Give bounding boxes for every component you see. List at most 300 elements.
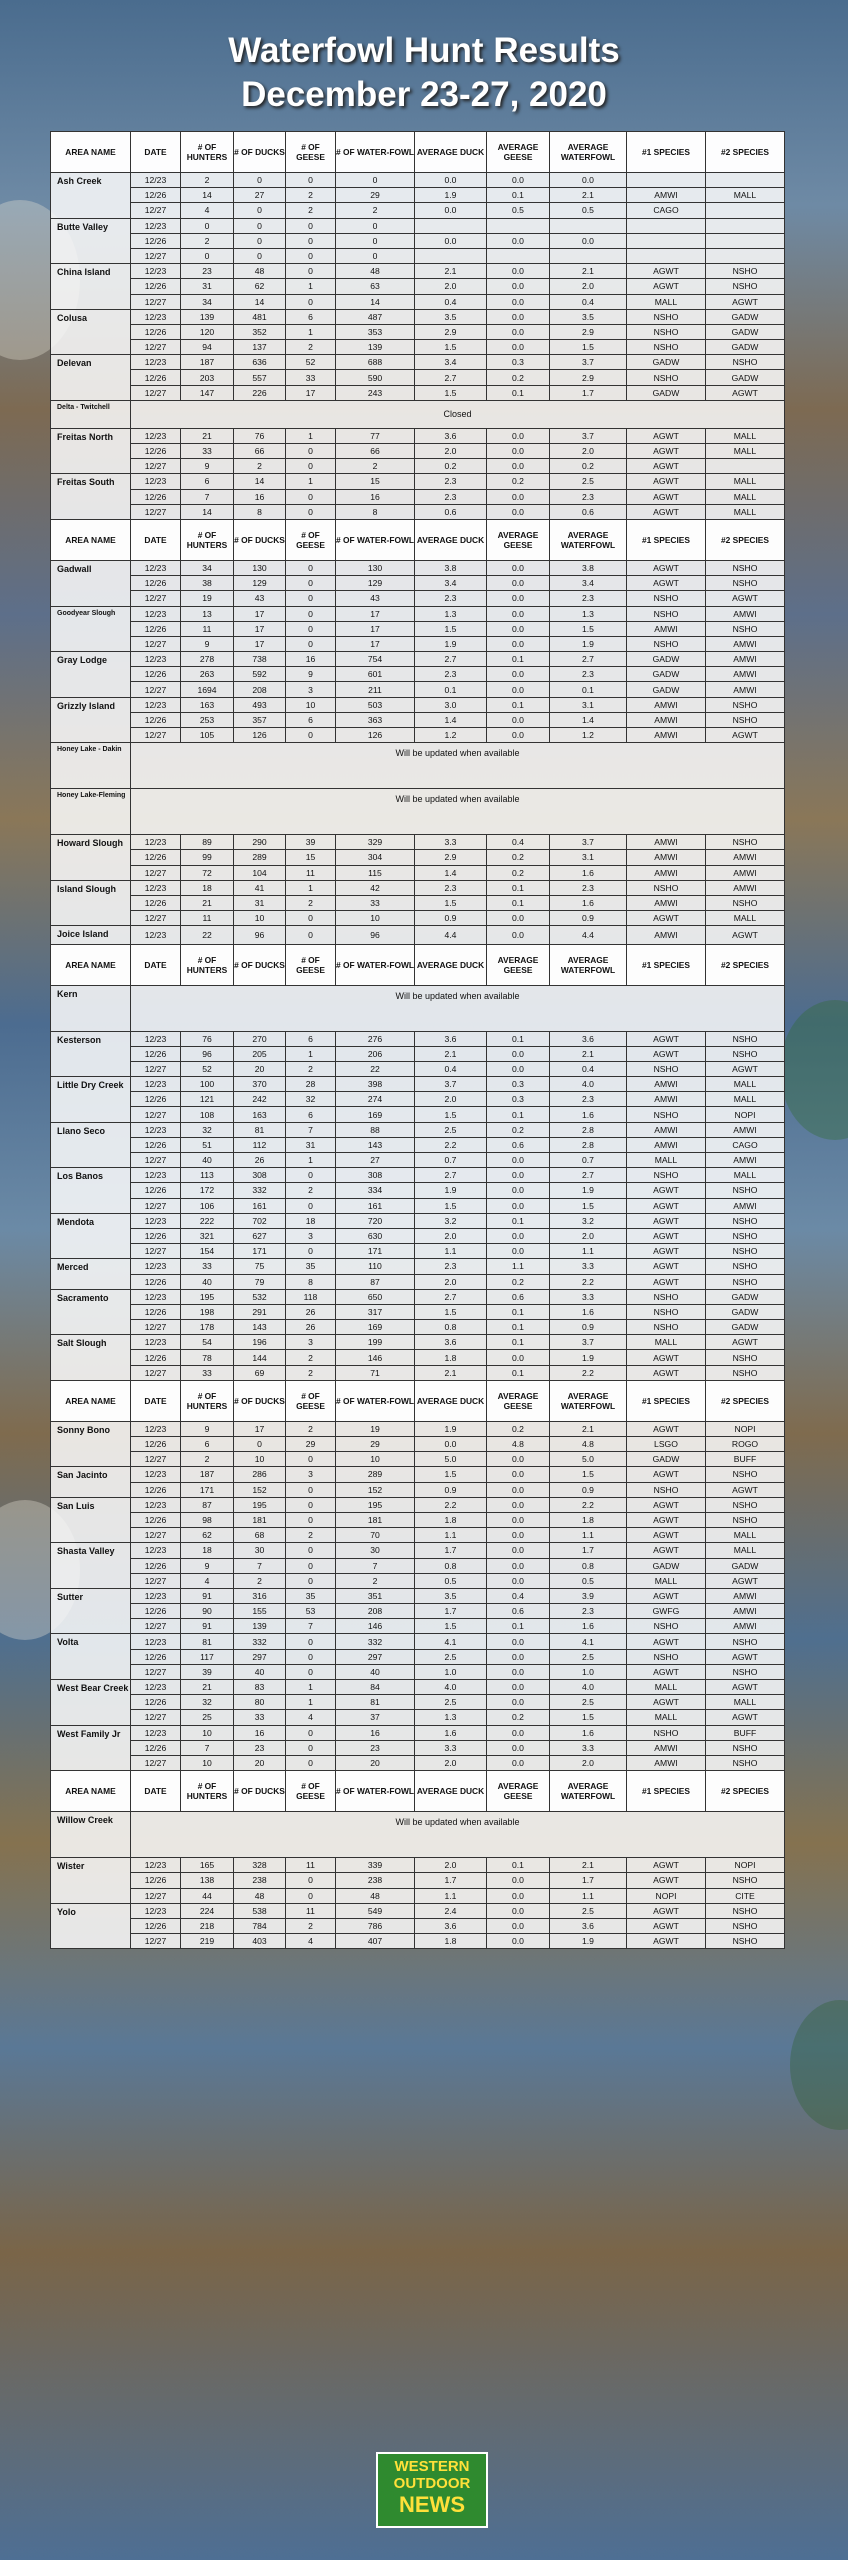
column-header: #2 SPECIES: [706, 944, 785, 985]
table-cell: 0: [336, 173, 415, 188]
table-cell: AGWT: [627, 264, 706, 279]
table-cell: 12/26: [131, 188, 181, 203]
table-cell: AGWT: [627, 1543, 706, 1558]
table-cell: NSHO: [627, 1619, 706, 1634]
table-cell: 243: [336, 385, 415, 400]
table-cell: 0: [286, 264, 336, 279]
table-cell: 12/26: [131, 1228, 181, 1243]
table-cell: 130: [336, 560, 415, 575]
table-cell: 11: [286, 1903, 336, 1918]
table-cell: 2.5: [550, 1695, 627, 1710]
area-name: San Luis: [51, 1497, 131, 1543]
table-cell: 351: [336, 1588, 415, 1603]
table-cell: 0.0: [487, 1573, 550, 1588]
table-cell: AMWI: [627, 1077, 706, 1092]
table-cell: CITE: [706, 1888, 785, 1903]
table-cell: 28: [286, 1077, 336, 1092]
table-cell: 339: [336, 1858, 415, 1873]
table-cell: 1: [286, 474, 336, 489]
table-cell: 2.2: [415, 1497, 487, 1512]
column-header: AVERAGE DUCK: [415, 519, 487, 560]
table-cell: 27: [234, 188, 286, 203]
table-cell: 115: [336, 865, 415, 880]
table-cell: NSHO: [706, 560, 785, 575]
table-cell: 0.0: [487, 324, 550, 339]
table-cell: AGWT: [627, 1421, 706, 1436]
table-cell: 139: [234, 1619, 286, 1634]
table-cell: 3: [286, 682, 336, 697]
table-row: [51, 1421, 785, 1436]
column-header: #1 SPECIES: [627, 519, 706, 560]
table-cell: AGWT: [706, 1061, 785, 1076]
table-cell: 2: [286, 1350, 336, 1365]
column-header: # OF DUCKS: [234, 1771, 286, 1812]
table-cell: 3.0: [415, 697, 487, 712]
table-cell: 0.6: [487, 1604, 550, 1619]
column-header: AVERAGE DUCK: [415, 944, 487, 985]
table-cell: 195: [234, 1497, 286, 1512]
table-cell: 87: [336, 1274, 415, 1289]
table-cell: 2: [336, 203, 415, 218]
table-cell: 15: [286, 850, 336, 865]
table-cell: 2.4: [415, 1903, 487, 1918]
table-cell: 22: [181, 926, 234, 944]
table-row: [51, 1061, 785, 1076]
table-cell: NOPI: [706, 1858, 785, 1873]
table-cell: AMWI: [706, 865, 785, 880]
table-cell: AGWT: [627, 428, 706, 443]
table-cell: BUFF: [706, 1725, 785, 1740]
table-cell: 12/27: [131, 1573, 181, 1588]
table-cell: 91: [181, 1619, 234, 1634]
table-cell: MALL: [706, 489, 785, 504]
table-cell: 12/26: [131, 1274, 181, 1289]
table-cell: 12/26: [131, 1873, 181, 1888]
table-cell: 12/26: [131, 895, 181, 910]
table-cell: NSHO: [627, 636, 706, 651]
table-cell: 0.0: [487, 728, 550, 743]
table-cell: 12/26: [131, 1649, 181, 1664]
table-cell: 139: [181, 309, 234, 324]
column-header: AREA NAME: [51, 1771, 131, 1812]
table-cell: NSHO: [627, 1482, 706, 1497]
table-cell: NSHO: [706, 697, 785, 712]
table-cell: 12/27: [131, 1888, 181, 1903]
table-row: [51, 728, 785, 743]
table-row: [51, 444, 785, 459]
table-cell: AGWT: [627, 1259, 706, 1274]
table-cell: 48: [234, 1888, 286, 1903]
table-cell: 12/27: [131, 248, 181, 263]
table-cell: 63: [336, 279, 415, 294]
table-cell: 81: [234, 1122, 286, 1137]
table-cell: 6: [286, 1107, 336, 1122]
column-header: AVERAGE WATERFOWL: [550, 944, 627, 985]
table-cell: 12/23: [131, 173, 181, 188]
table-cell: 33: [336, 895, 415, 910]
table-cell: 12/26: [131, 621, 181, 636]
table-row: [51, 1244, 785, 1259]
table-cell: 84: [336, 1680, 415, 1695]
table-cell: 278: [181, 652, 234, 667]
table-cell: 0.0: [487, 1888, 550, 1903]
table-cell: 18: [181, 880, 234, 895]
table-cell: 5.0: [415, 1452, 487, 1467]
table-cell: 105: [181, 728, 234, 743]
column-header: # OF GEESE: [286, 1771, 336, 1812]
table-cell: 538: [234, 1903, 286, 1918]
table-cell: 0: [286, 576, 336, 591]
table-cell: 549: [336, 1903, 415, 1918]
table-cell: 138: [181, 1873, 234, 1888]
table-cell: NSHO: [706, 1274, 785, 1289]
table-row: [51, 474, 785, 489]
table-cell: MALL: [627, 1680, 706, 1695]
table-cell: 308: [234, 1168, 286, 1183]
table-cell: 71: [336, 1365, 415, 1380]
table-cell: 0: [286, 1512, 336, 1527]
table-cell: 7: [286, 1619, 336, 1634]
table-cell: 129: [336, 576, 415, 591]
table-cell: 1.6: [550, 1725, 627, 1740]
table-cell: NSHO: [627, 340, 706, 355]
area-name: Willow Creek: [51, 1812, 131, 1858]
table-cell: 2.0: [415, 1274, 487, 1289]
table-cell: 14: [181, 504, 234, 519]
table-row: [51, 1198, 785, 1213]
table-cell: 0: [286, 218, 336, 233]
area-name: Delta - Twitchell: [51, 400, 131, 428]
column-header: # OF DUCKS: [234, 132, 286, 173]
table-cell: 14: [234, 294, 286, 309]
column-header: # OF WATER-FOWL: [336, 1380, 415, 1421]
column-header: # OF WATER-FOWL: [336, 132, 415, 173]
area-name: Delevan: [51, 355, 131, 401]
table-cell: 1.9: [550, 1934, 627, 1949]
table-cell: 203: [181, 370, 234, 385]
table-cell: MALL: [706, 444, 785, 459]
table-cell: 41: [234, 880, 286, 895]
table-cell: 12/26: [131, 667, 181, 682]
column-header: #2 SPECIES: [706, 1771, 785, 1812]
area-name: Kesterson: [51, 1031, 131, 1077]
table-cell: 2.1: [415, 1046, 487, 1061]
column-header: AVERAGE GEESE: [487, 1771, 550, 1812]
column-header: #2 SPECIES: [706, 1380, 785, 1421]
table-row: [51, 1228, 785, 1243]
table-row: [51, 1350, 785, 1365]
area-name: China Island: [51, 264, 131, 310]
table-cell: 2.3: [550, 591, 627, 606]
table-cell: 2: [336, 459, 415, 474]
header-row: [51, 1771, 785, 1812]
table-cell: 2.0: [415, 1228, 487, 1243]
table-cell: 75: [234, 1259, 286, 1274]
table-cell: 155: [234, 1604, 286, 1619]
table-row: [51, 1153, 785, 1168]
status-note: Will be updated when available: [131, 743, 785, 789]
table-cell: NSHO: [706, 1244, 785, 1259]
table-cell: 1.6: [550, 1107, 627, 1122]
table-cell: 0.6: [487, 1289, 550, 1304]
table-cell: AGWT: [627, 1858, 706, 1873]
table-cell: 12/27: [131, 1198, 181, 1213]
table-cell: AMWI: [706, 606, 785, 621]
table-cell: 12/26: [131, 1482, 181, 1497]
table-row: [51, 1092, 785, 1107]
table-cell: 1.8: [415, 1934, 487, 1949]
table-cell: 0.0: [487, 926, 550, 944]
table-cell: 0.0: [487, 1046, 550, 1061]
table-row: [51, 1619, 785, 1634]
table-cell: 130: [234, 560, 286, 575]
table-cell: 81: [181, 1634, 234, 1649]
table-cell: 2: [286, 1365, 336, 1380]
table-cell: 22: [336, 1061, 415, 1076]
table-cell: 3: [286, 1467, 336, 1482]
table-cell: ROGO: [706, 1437, 785, 1452]
table-cell: AGWT: [627, 1918, 706, 1933]
table-cell: 12/26: [131, 233, 181, 248]
table-cell: 4.4: [415, 926, 487, 944]
table-cell: 0.0: [487, 279, 550, 294]
table-row: [51, 652, 785, 667]
table-cell: 2.9: [415, 324, 487, 339]
table-cell: 3.6: [415, 1031, 487, 1046]
table-cell: 0: [234, 218, 286, 233]
table-cell: 2.0: [415, 1755, 487, 1770]
table-cell: 154: [181, 1244, 234, 1259]
table-row: [51, 1573, 785, 1588]
table-cell: 33: [234, 1710, 286, 1725]
table-cell: 211: [336, 682, 415, 697]
table-cell: 3.5: [415, 309, 487, 324]
table-cell: NSHO: [706, 895, 785, 910]
table-row: [51, 1137, 785, 1152]
table-row: [51, 621, 785, 636]
table-cell: 69: [234, 1365, 286, 1380]
table-cell: 0.0: [487, 1634, 550, 1649]
table-cell: 199: [336, 1335, 415, 1350]
table-cell: 0: [286, 233, 336, 248]
table-cell: 33: [181, 444, 234, 459]
table-cell: 2.3: [415, 880, 487, 895]
table-cell: 0.2: [415, 459, 487, 474]
table-cell: 1: [286, 1153, 336, 1168]
table-cell: 12/23: [131, 606, 181, 621]
table-cell: 9: [181, 1558, 234, 1573]
table-cell: 38: [181, 576, 234, 591]
table-cell: GADW: [706, 1304, 785, 1319]
table-cell: 44: [181, 1888, 234, 1903]
table-cell: 12/27: [131, 728, 181, 743]
table-cell: 39: [181, 1664, 234, 1679]
table-row: [51, 1649, 785, 1664]
table-cell: 1.5: [550, 1467, 627, 1482]
table-cell: 20: [234, 1061, 286, 1076]
table-cell: GADW: [627, 652, 706, 667]
table-cell: 2.3: [550, 1092, 627, 1107]
table-cell: NSHO: [627, 606, 706, 621]
table-cell: AMWI: [706, 1619, 785, 1634]
column-header: # OF HUNTERS: [181, 132, 234, 173]
table-cell: 1.9: [415, 1421, 487, 1436]
table-cell: NSHO: [706, 1183, 785, 1198]
table-cell: 2.3: [550, 489, 627, 504]
table-cell: 39: [286, 835, 336, 850]
table-cell: 87: [181, 1497, 234, 1512]
table-cell: 3.7: [550, 355, 627, 370]
table-cell: 2.3: [550, 880, 627, 895]
table-cell: 2.2: [550, 1497, 627, 1512]
table-cell: 0.1: [487, 385, 550, 400]
column-header: DATE: [131, 132, 181, 173]
table-cell: AGWT: [627, 1183, 706, 1198]
table-cell: 630: [336, 1228, 415, 1243]
table-cell: 208: [234, 682, 286, 697]
table-cell: [706, 248, 785, 263]
area-name: Colusa: [51, 309, 131, 355]
table-cell: GADW: [627, 1452, 706, 1467]
table-cell: 0.1: [487, 1304, 550, 1319]
table-cell: 2: [286, 1183, 336, 1198]
table-cell: GADW: [706, 1558, 785, 1573]
western-outdoor-news-logo: [376, 2452, 488, 2528]
table-cell: 12/23: [131, 1725, 181, 1740]
table-cell: 0.0: [487, 233, 550, 248]
table-cell: 12/27: [131, 1452, 181, 1467]
table-cell: AGWT: [627, 560, 706, 575]
table-cell: 12/23: [131, 1858, 181, 1873]
table-cell: AGWT: [706, 1335, 785, 1350]
table-cell: 147: [181, 385, 234, 400]
table-cell: 352: [234, 324, 286, 339]
area-name: Freitas South: [51, 474, 131, 520]
logo-line-3: NEWS: [399, 2492, 465, 2517]
table-cell: 2.7: [415, 1168, 487, 1183]
area-name: Goodyear Slough: [51, 606, 131, 652]
table-cell: 3.2: [415, 1213, 487, 1228]
table-cell: 6: [181, 474, 234, 489]
table-cell: MALL: [706, 1695, 785, 1710]
table-cell: 4.1: [415, 1634, 487, 1649]
table-cell: AGWT: [627, 1198, 706, 1213]
table-cell: MALL: [706, 1077, 785, 1092]
table-cell: 3.4: [550, 576, 627, 591]
table-cell: 0.4: [487, 1588, 550, 1603]
table-cell: NSHO: [627, 591, 706, 606]
table-cell: [487, 248, 550, 263]
table-cell: AGWT: [706, 1680, 785, 1695]
table-cell: 7: [286, 1122, 336, 1137]
table-cell: 1.7: [550, 385, 627, 400]
table-cell: 12/23: [131, 1680, 181, 1695]
table-cell: 702: [234, 1213, 286, 1228]
table-cell: AMWI: [627, 850, 706, 865]
table-cell: 32: [286, 1092, 336, 1107]
table-cell: 12/27: [131, 1365, 181, 1380]
table-cell: 30: [336, 1543, 415, 1558]
table-cell: AGWT: [627, 1634, 706, 1649]
table-cell: 106: [181, 1198, 234, 1213]
table-cell: MALL: [627, 1573, 706, 1588]
table-cell: 12/23: [131, 1213, 181, 1228]
area-name: Sacramento: [51, 1289, 131, 1335]
column-header: # OF GEESE: [286, 944, 336, 985]
table-cell: 0.1: [487, 1107, 550, 1122]
table-cell: 2: [286, 203, 336, 218]
table-cell: 10: [286, 697, 336, 712]
table-cell: 0: [286, 248, 336, 263]
table-cell: 12/26: [131, 1918, 181, 1933]
table-cell: GADW: [627, 355, 706, 370]
column-header: # OF GEESE: [286, 1380, 336, 1421]
table-cell: 121: [181, 1092, 234, 1107]
area-name: Shasta Valley: [51, 1543, 131, 1589]
table-cell: 26: [234, 1153, 286, 1168]
table-cell: CAGO: [627, 203, 706, 218]
status-note: Will be updated when available: [131, 985, 785, 1031]
table-cell: 0.9: [550, 911, 627, 926]
table-cell: LSGO: [627, 1437, 706, 1452]
table-cell: 1.1: [415, 1244, 487, 1259]
table-cell: 0: [234, 203, 286, 218]
table-cell: 297: [336, 1649, 415, 1664]
table-cell: 688: [336, 355, 415, 370]
table-row: [51, 1903, 785, 1918]
table-row: [51, 188, 785, 203]
table-cell: 0.5: [487, 203, 550, 218]
table-cell: 181: [234, 1512, 286, 1527]
table-cell: AMWI: [706, 1588, 785, 1603]
table-cell: 17: [336, 636, 415, 651]
table-cell: 0.0: [487, 576, 550, 591]
table-cell: AMWI: [627, 926, 706, 944]
table-cell: 0.6: [550, 504, 627, 519]
table-cell: 2.1: [550, 1421, 627, 1436]
table-row: [51, 385, 785, 400]
table-cell: 0.2: [487, 850, 550, 865]
table-row: [51, 428, 785, 443]
table-cell: 636: [234, 355, 286, 370]
column-header: # OF HUNTERS: [181, 1380, 234, 1421]
table-cell: AGWT: [627, 1031, 706, 1046]
table-row: [51, 1755, 785, 1770]
table-cell: 0.8: [550, 1558, 627, 1573]
column-header: # OF DUCKS: [234, 944, 286, 985]
table-cell: 3.3: [550, 1740, 627, 1755]
table-cell: 0.2: [487, 1421, 550, 1436]
table-cell: 332: [336, 1634, 415, 1649]
table-cell: 12/23: [131, 697, 181, 712]
table-cell: 11: [286, 865, 336, 880]
table-cell: 738: [234, 652, 286, 667]
table-cell: 2.3: [415, 1259, 487, 1274]
table-cell: 19: [336, 1421, 415, 1436]
header-row: [51, 1380, 785, 1421]
table-cell: 2.0: [415, 1858, 487, 1873]
table-cell: 1.5: [415, 385, 487, 400]
table-cell: AGWT: [706, 1482, 785, 1497]
table-cell: 96: [234, 926, 286, 944]
table-cell: AGWT: [627, 1528, 706, 1543]
area-row: [51, 743, 785, 789]
table-cell: NSHO: [627, 1304, 706, 1319]
table-cell: 0.2: [550, 459, 627, 474]
column-header: # OF HUNTERS: [181, 519, 234, 560]
table-row: [51, 1888, 785, 1903]
table-cell: 1.7: [415, 1873, 487, 1888]
